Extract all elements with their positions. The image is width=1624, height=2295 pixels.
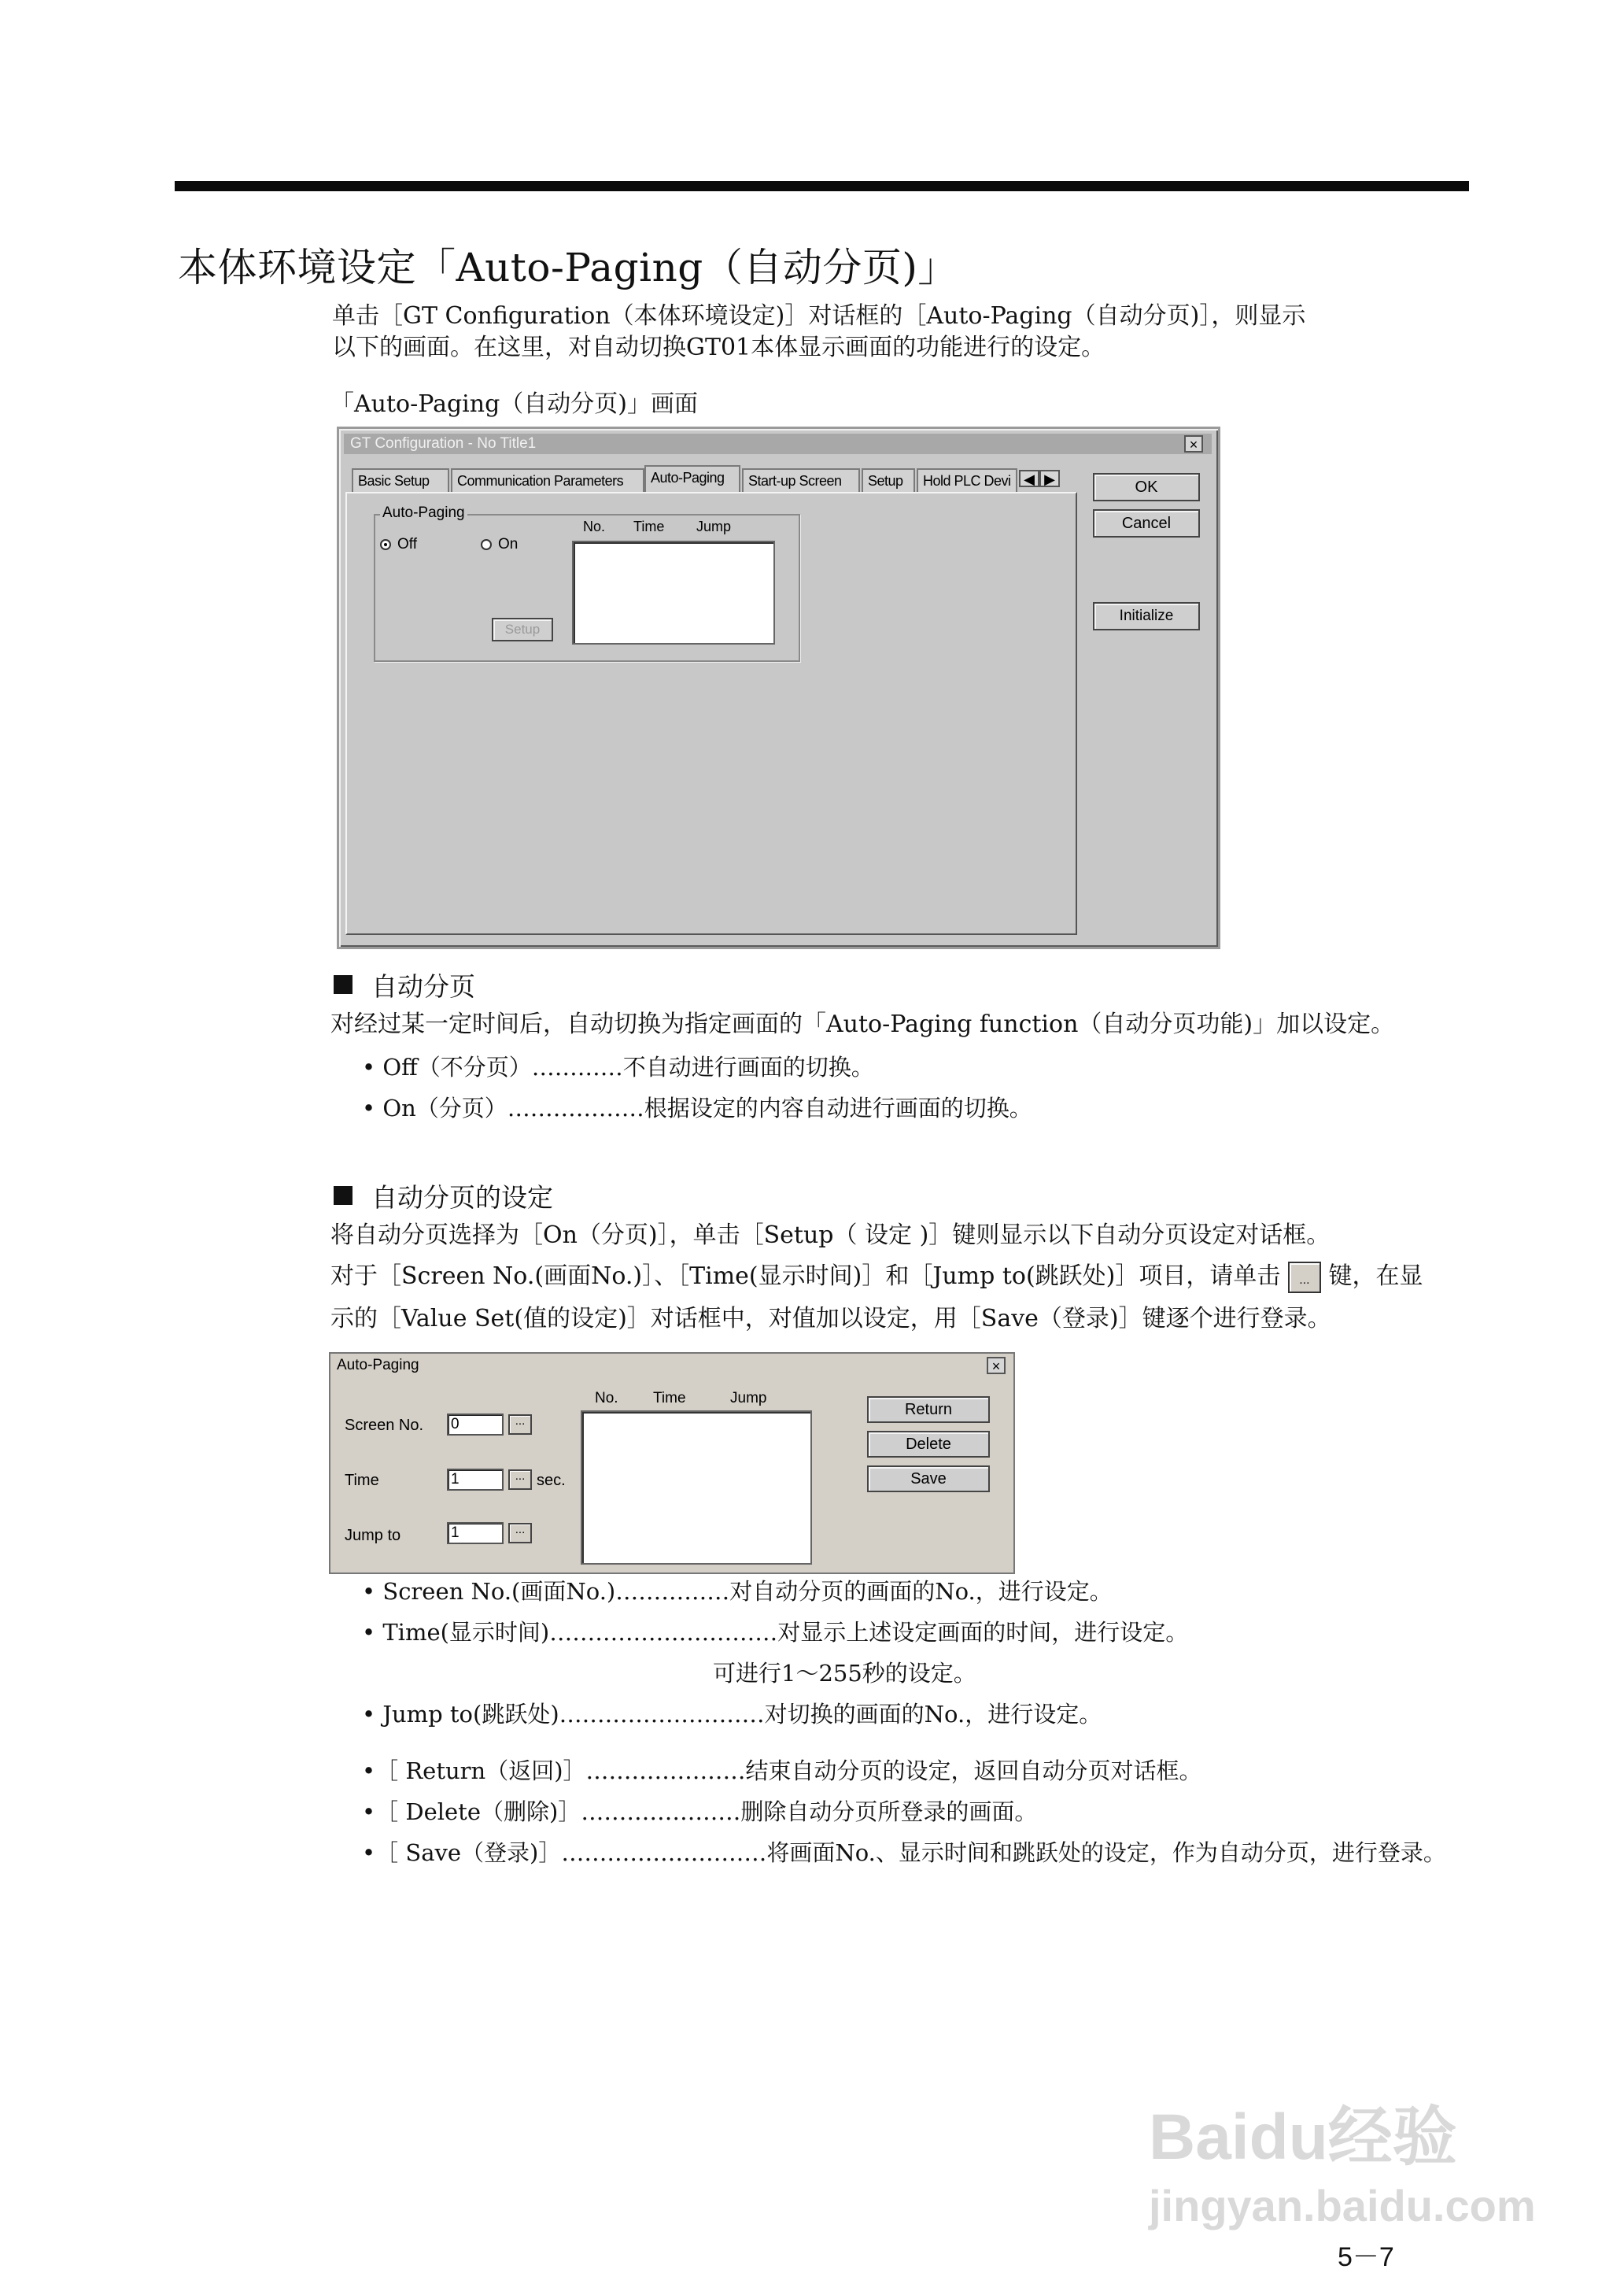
ok-button[interactable]: OK xyxy=(1093,473,1200,501)
tab-auto-paging[interactable]: Auto-Paging xyxy=(644,465,740,493)
setup-button[interactable]: Setup xyxy=(492,618,553,641)
tab-scroll-left-icon[interactable]: ◀ xyxy=(1019,470,1039,487)
section-setup-line-3: 示的［Value Set(值的设定)］对话框中，对值加以设定，用［Save（登录)］键逐个进行登录。 xyxy=(330,1305,1331,1332)
time-label: Time xyxy=(345,1472,379,1489)
detail-time: • Time(显示时间)…………………………对显示上述设定画面的时间，进行设定。 xyxy=(362,1619,1189,1646)
cancel-button[interactable]: Cancel xyxy=(1093,509,1200,538)
time-input[interactable]: 1 xyxy=(447,1469,504,1491)
detail-delete: •［ Delete（删除)］…………………删除自动分页所登录的画面。 xyxy=(362,1798,1038,1825)
gt-configuration-dialog xyxy=(337,427,1220,949)
auto-paging-list[interactable] xyxy=(581,1410,812,1565)
option-off-item: • Off（不分页）…………不自动进行画面的切换。 xyxy=(362,1054,874,1081)
page-title: 本体环境设定「Auto-Paging（自动分页)」 xyxy=(178,245,958,290)
close-icon[interactable]: × xyxy=(1184,435,1203,453)
jump-to-label: Jump to xyxy=(345,1527,401,1544)
jump-to-input[interactable]: 1 xyxy=(447,1522,504,1544)
return-button[interactable]: Return xyxy=(867,1396,990,1423)
detail-jump-to: • Jump to(跳跃处)………………………对切换的画面的No.，进行设定。 xyxy=(362,1701,1102,1728)
auto-paging-group-label: Auto-Paging xyxy=(380,504,467,522)
section-auto-paging-desc: 对经过某一定时间后，自动切换为指定画面的「Auto-Paging function（自动分页功能)」加以设定。 xyxy=(330,1011,1395,1038)
jump-to-ellipsis-button[interactable]: ... xyxy=(508,1523,532,1543)
section-setup-heading: 自动分页的设定 xyxy=(334,1177,553,1214)
section-setup-line-2: 对于［Screen No.(画面No.)］、［Time(显示时间)］和［Jump to(跳跃处)］项目，请单击 ... 键，在显 xyxy=(330,1261,1423,1293)
detail-time-range: 可进行1～255秒的设定。 xyxy=(713,1660,976,1687)
section-setup-line-1: 将自动分页选择为［On（分页)］，单击［Setup（ 设定 )］键则显示以下自动分页设定对话框。 xyxy=(330,1221,1331,1249)
tab-hold-plc-devices[interactable]: Hold PLC Devi xyxy=(917,468,1017,492)
col-jump: Jump xyxy=(696,519,732,534)
tab-communication-parameters[interactable]: Communication Parameters xyxy=(451,468,644,492)
screen-no-input[interactable]: 0 xyxy=(447,1414,504,1436)
tab-startup-screen[interactable]: Start-up Screen xyxy=(742,468,860,492)
col-no: No. xyxy=(583,519,606,534)
screen-no-ellipsis-button[interactable]: ... xyxy=(508,1414,532,1435)
dialog-title-bar: Auto-Paging xyxy=(330,1354,1013,1377)
square-bullet-icon xyxy=(334,1186,352,1205)
page-number: 5－7 xyxy=(1338,2242,1394,2272)
dialog-title-bar: GT Configuration - No Title1 xyxy=(344,434,1212,454)
radio-unselected-icon xyxy=(481,539,492,550)
ellipsis-button-icon: ... xyxy=(1288,1262,1321,1293)
screen-caption: 「Auto-Paging（自动分页)」画面 xyxy=(330,390,698,418)
detail-screen-no: • Screen No.(画面No.)……………对自动分页的画面的No.，进行设定。 xyxy=(362,1578,1113,1605)
delete-button[interactable]: Delete xyxy=(867,1431,990,1458)
col-time: Time xyxy=(653,1390,686,1406)
tab-basic-setup[interactable]: Basic Setup xyxy=(352,468,449,492)
radio-on[interactable]: On xyxy=(481,536,518,553)
auto-paging-list[interactable] xyxy=(572,541,775,645)
baidu-watermark-logo: Baidu经验 xyxy=(1149,2101,1457,2173)
radio-selected-icon xyxy=(380,539,391,550)
close-icon[interactable]: × xyxy=(987,1357,1006,1374)
intro-line-1: 单击［GT Configuration（本体环境设定)］对话框的［Auto-Paging（自动分页)］，则显示 xyxy=(332,302,1306,330)
square-bullet-icon xyxy=(334,975,352,994)
baidu-watermark-url: jingyan.baidu.com xyxy=(1149,2181,1536,2230)
col-no: No. xyxy=(595,1390,618,1406)
save-button[interactable]: Save xyxy=(867,1465,990,1492)
intro-line-2: 以下的画面。在这里，对自动切换GT01本体显示画面的功能进行的设定。 xyxy=(332,334,1105,361)
option-on-item: • On（分页）………………根据设定的内容自动进行画面的切换。 xyxy=(362,1095,1032,1122)
col-jump: Jump xyxy=(730,1390,767,1406)
col-time: Time xyxy=(633,519,665,534)
time-unit: sec. xyxy=(537,1472,566,1489)
top-rule xyxy=(175,181,1469,191)
initialize-button[interactable]: Initialize xyxy=(1093,602,1200,630)
screen-no-label: Screen No. xyxy=(345,1417,424,1434)
auto-paging-dialog xyxy=(329,1352,1015,1574)
time-ellipsis-button[interactable]: ... xyxy=(508,1469,532,1490)
tab-scroll-right-icon[interactable]: ▶ xyxy=(1039,470,1060,487)
detail-save: •［ Save（登录)］………………………将画面No.、显示时间和跳跃处的设定，作为自动分页，进行登录。 xyxy=(362,1839,1446,1866)
section-auto-paging-heading: 自动分页 xyxy=(334,966,475,1003)
detail-return: •［ Return（返回)］…………………结束自动分页的设定，返回自动分页对话框。 xyxy=(362,1757,1202,1784)
tab-setup[interactable]: Setup xyxy=(862,468,915,492)
radio-off[interactable]: Off xyxy=(380,536,417,553)
